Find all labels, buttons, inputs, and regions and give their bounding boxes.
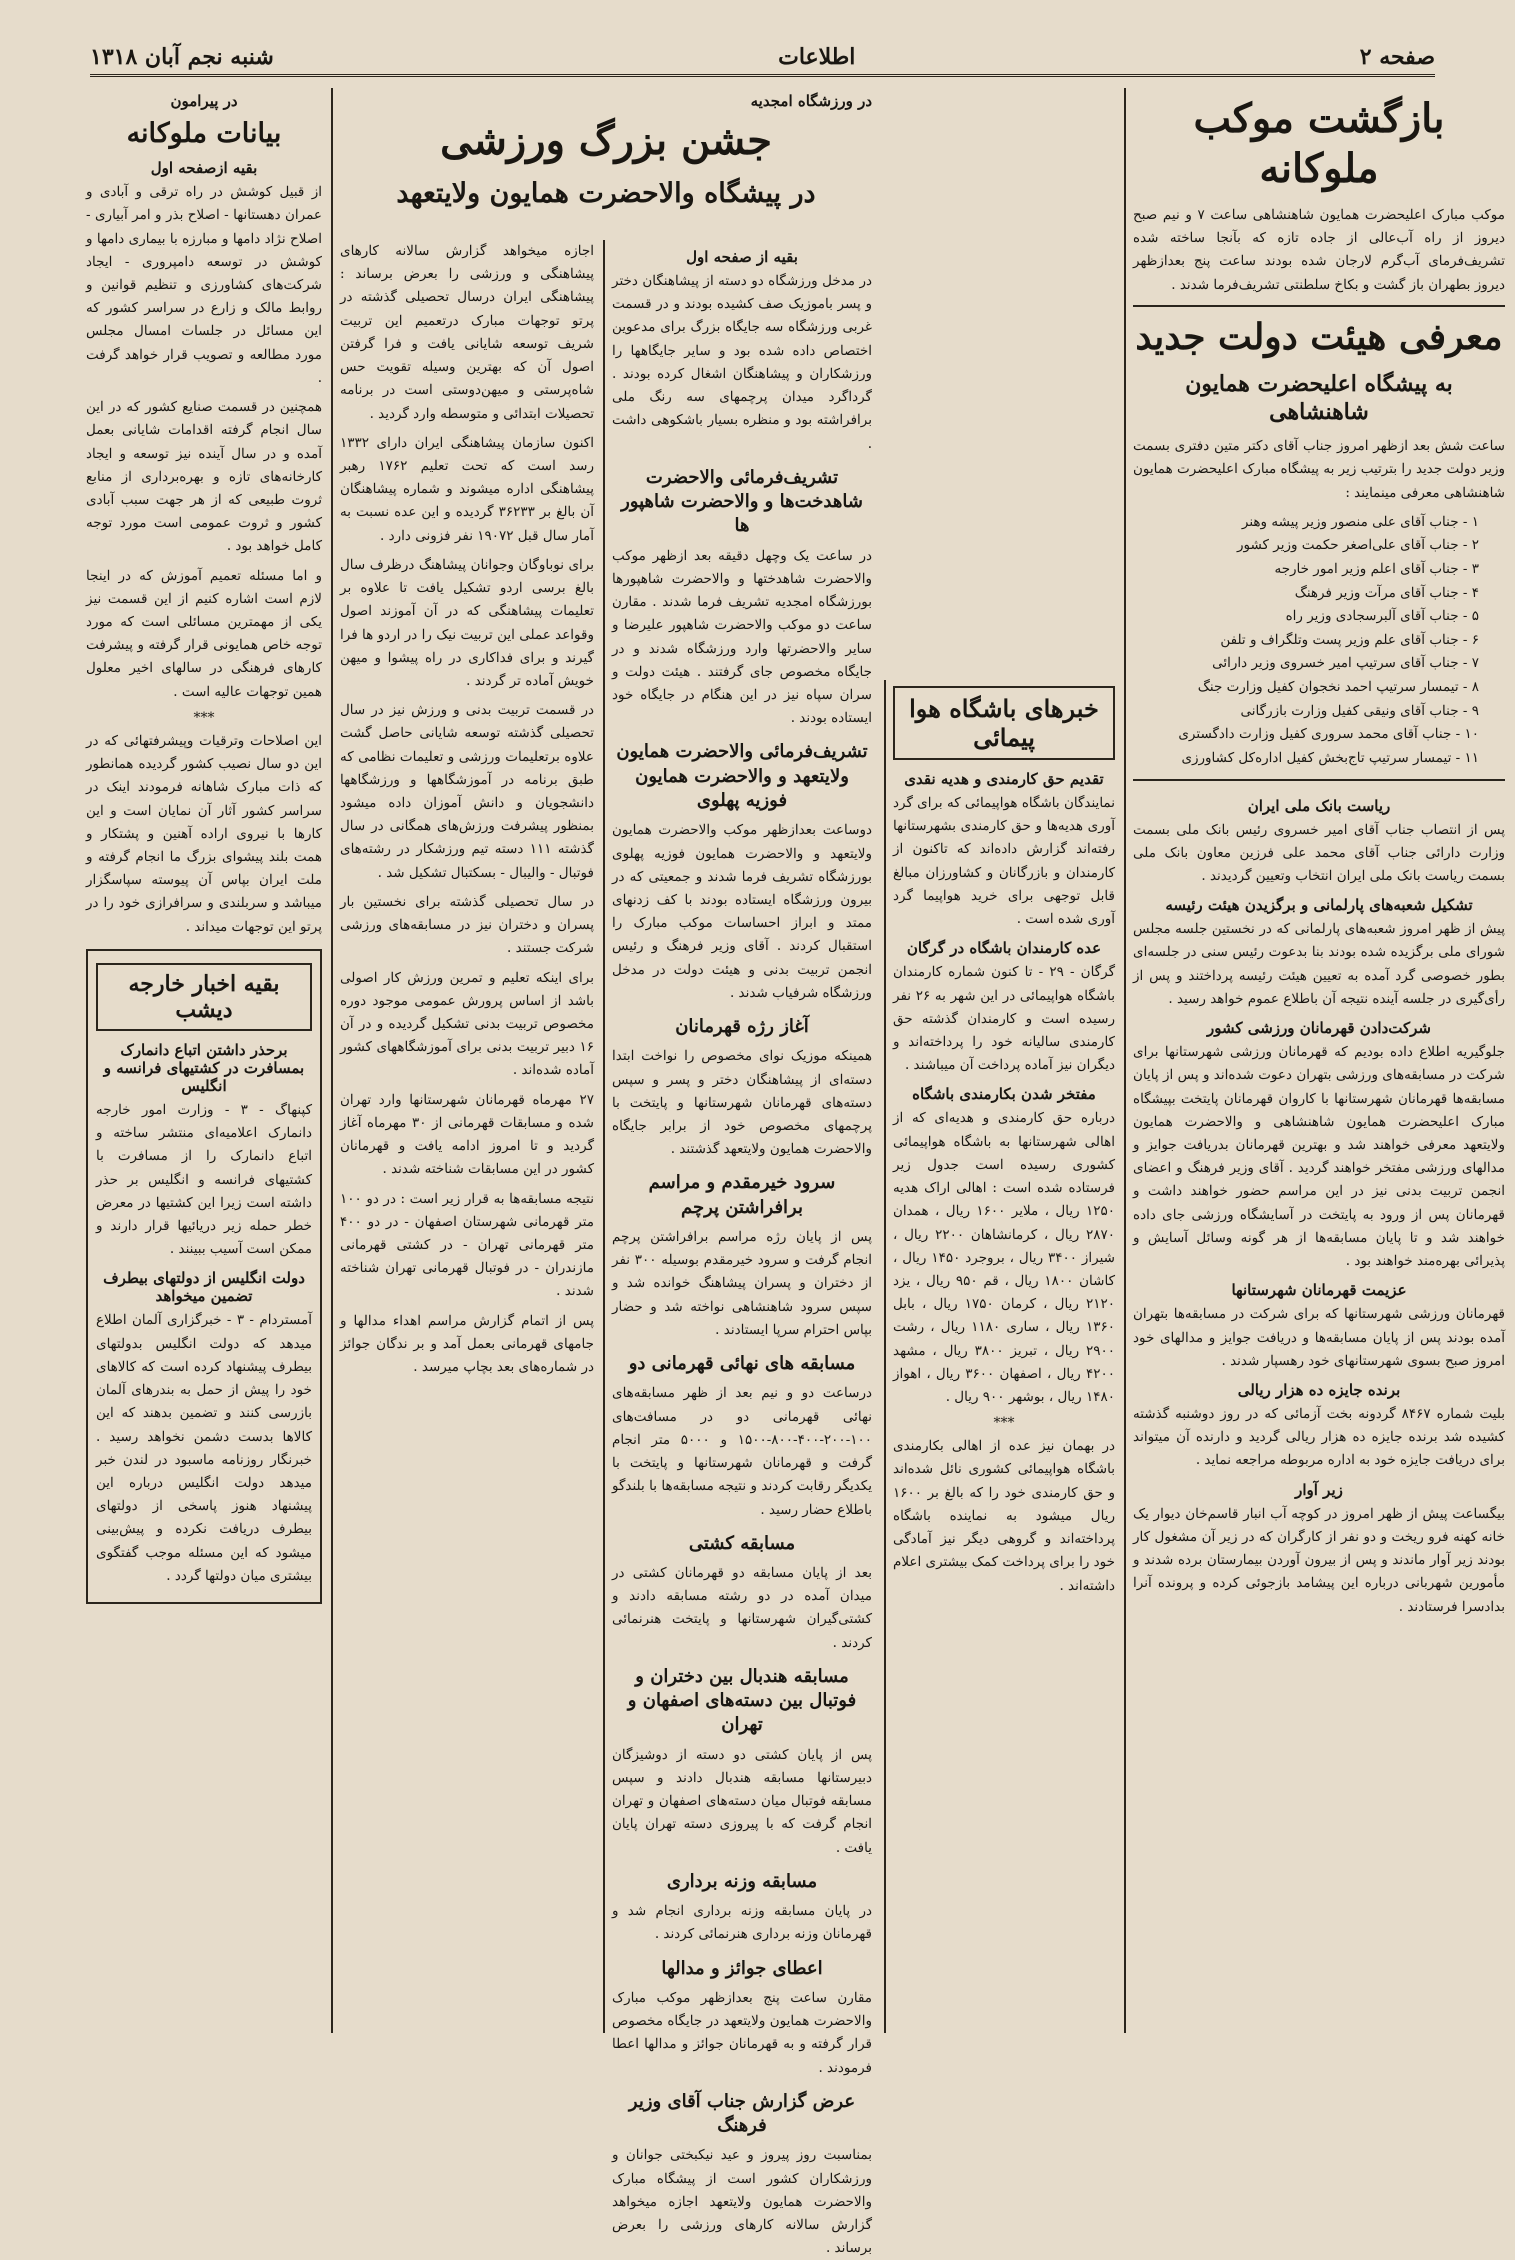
- article-speech-p2: همچنین در قسمت صنایع کشور که در این سال انجام گرفته اقدامات شایانی بعمل آمده و در سال آینده نیز توسعه و ایجاد کارخانه‌های تازه و بهره‌برداری از منابع ثروت طبیعی که از هر جهت سبب آبادی کشور و ثروت عمومی است مورد توجه کامل خواهد بود .: [86, 399, 322, 555]
- lower-split: [1133, 789, 1505, 1625]
- article-parade-start: همینکه موزیک نوای مخصوص را نواخت ابتدا دسته‌ای از پیشاهنگان دختر و پسر و سپس دسته‌های قهرمانان شهرستانها و پایتخت با پرچمهای مخصوص خود از برابر جایگاه والاحضرت همایون ولایتعهد گذشتند .: [612, 1048, 872, 1158]
- paper-name: اطلاعات: [778, 44, 856, 70]
- article-collapse: بیگساعت پیش از ظهر امروز در کوچه آب انبار قاسم‌خان دیوار یک خانه کهنه فرو ریخت و دو نفر از کارگران که در زیر آن مشغول کار بودند زیر آوار ماندند و پس از بیرون آوردن بیمارستان برده شدند و مأمورین شهربانی درباره این پیشامد بازجوئی کرده و پرونده آنرا بدادسرا فرستادند .: [1133, 1505, 1505, 1615]
- headline-air-club: خبرهای باشگاه هوا پیمائی: [893, 686, 1115, 760]
- masthead: [90, 40, 1435, 77]
- headline-awards: اعطای جوائز و مدالها: [661, 1957, 823, 1979]
- column-rule: [331, 88, 333, 2033]
- headline-handball-football: مسابقه هندبال بین دختران و فوتبال بین دسته‌های اصفهان و تهران: [627, 1665, 857, 1736]
- cabinet-member: ۶ - جناب آقای علم وزیر پست وتلگراف و تلفن: [1220, 631, 1479, 648]
- continued-label: بقیه ازصفحه اول: [150, 159, 258, 178]
- article-membership-gift: نمایندگان باشگاه هواپیمائی که برای گرد آوری هدیه‌ها و حق کارمندی بشهرستانها رفته‌اند گزارش داده‌اند که تاکنون از کارمندان و بازرگانان و کشاورزان مبالغ قابل توجهی برای خرید هواپیما گرد آوری شده است .: [892, 795, 1115, 928]
- divider: [1133, 779, 1505, 781]
- article-festival-p1: در مدخل ورزشگاه دو دسته از پیشاهنگان دختر و پسر باموزیک صف کشیده بودند و در قسمت غربی ورزشگاه سه جایگاه بزرگ برای مدعوین اختصاص داده شده بود و سایر جایگاهها را ورزشکاران و پیشاهنگان اشغال کرده بودند . گرداگرد میدان پرچمهای سه رنگ ملی برافراشته بود و منظره بسیار باشکوهی داشت .: [612, 273, 872, 452]
- column-air-club: [893, 680, 1115, 2035]
- article-handball-football: پس از پایان کشتی دو دسته از دوشیزگان دبیرستانها مسابقه هندبال دادند و سپس مسابقه فوتبال میان دسته‌های اصفهان و تهران انجام گرفت که با پیروزی دسته تهران پایان یافت .: [612, 1746, 872, 1856]
- separator-stars: ***: [193, 709, 215, 726]
- cabinet-member: ۴ - جناب آقای مرآت وزیر فرهنگ: [1294, 584, 1479, 601]
- article-report-p6: برای اینکه تعلیم و تمرین ورزش کار اصولی باشد از اساس پرورش عمومی موجود دوره مخصوص تربیت بدنی تشکیل گردیده و در آن ۱۶ دبیر تربیت بدنی برای آموزشگاههای کشور آماده شده‌اند .: [340, 969, 594, 1079]
- article-lottery-prize: بلیت شماره ۸۴۶۷ گردونه بخت آزمائی که در روز دوشنبه گذشته کشیده شد برنده جایزه ده هزار ریالی گردید و دارنده آن میتواند برای دریافت جایزه خود به اداره مربوطه مراجعه نماید .: [1133, 1405, 1505, 1469]
- article-report-p2: اکنون سازمان پیشاهنگی ایران دارای ۱۳۳۲ رسد است که تحت تعلیم ۱۷۶۲ رهبر پیشاهنگی اداره میشوند و شماره پیشاهنگان آن بالغ بر ۳۶۲۳۳ گردیده و این عده نسبت به آمار سال قبل ۱۹۰۷۲ نفر فزونی دارد .: [340, 434, 595, 544]
- column-festival-report-cont: [340, 240, 594, 2035]
- cabinet-member: ۱۱ - تیمسار سرتیپ تاج‌بخش کفیل اداره‌کل کشاورزی: [1181, 749, 1479, 766]
- headline-denmark-warning: برحذر داشتن اتباع دانمارک بمسافرت در کشتیهای فرانسه و انگلیس: [103, 1040, 305, 1095]
- page-number: صفحه ۲: [1359, 44, 1435, 70]
- article-report-p7: ۲۷ مهرماه قهرمانان شهرستانها وارد تهران شده و مسابقات قهرمانی از ۳۰ مهرماه آغاز گردید و تا امروز ادامه یافت و قهرمانان کشور در این مسابقات شناخته شدند .: [340, 1091, 594, 1178]
- article-champions-departure: قهرمانان ورزشی شهرستانها که برای شرکت در مسابقه‌ها بتهران آمده بودند پس از پایان مسابقه‌ها و دریافت جوایز و مدالهای خود امروز صبح بسوی شهرستانهای خود رهسپار شدند .: [1133, 1306, 1505, 1369]
- article-speech-p1: از قبیل کوشش در راه ترقی و آبادی و عمران دهستانها - اصلاح بذر و امر آبیاری - اصلاح نژاد دامها و مبارزه با بیماری دامها و کوشش در توسعه دامپروری - ایجاد شرکت‌های کشاورزی و تنظیم قوانین و روابط مالک و زارع در سراسر کشور که این مسائل در جلسات امسال مجلس مورد مطالعه و تصویب قرار خواهد گرفت .: [86, 184, 322, 386]
- subhead-sports-festival: در پیشگاه والاحضرت همایون ولایتعهد: [396, 178, 816, 209]
- headline-bank: ریاست بانک ملی ایران: [1247, 796, 1391, 815]
- column-return-and-cabinet: [1133, 88, 1505, 2035]
- divider: [1133, 305, 1505, 307]
- headline-collapse: زیر آوار: [1295, 1480, 1343, 1499]
- column-rule: [603, 240, 605, 2033]
- cabinet-member: ۱ - جناب آقای علی منصور وزیر پیشه وهنر: [1241, 513, 1479, 530]
- article-parliament: پیش از ظهر امروز شعبه‌های پارلمانی که در نخستین جلسه مجلس شورای ملی برگزیده شده بودند بنا بدعوت رئیس سنی در جلسه‌ای بطور خصوصی گرد آمده به تعیین هیئت رئیسه پرداختند و پس از رأی‌گیری در جلسه آینده نتیجه آن باطلاع عموم خواهد رسید .: [1133, 921, 1505, 1007]
- headline-sports-champions: شرکت‌دادن قهرمانان ورزشی کشور: [1207, 1019, 1431, 1038]
- headline-royal-speech: بیانات ملوکانه: [126, 118, 282, 149]
- article-report-p8: نتیجه مسابقه‌ها به قرار زیر است : در دو ۱۰۰ متر قهرمانی شهرستان اصفهان - در دو ۴۰۰ متر قهرمانی تهران - در کشتی قهرمانی مازندران - در فوتبال قهرمانی تهران شناخته شدند .: [340, 1190, 594, 1300]
- headline-honored-members: مفتخر شدن بکارمندی باشگاه: [912, 1085, 1096, 1104]
- headline-foreign-news: بقیه اخبار خارجه دیشب: [96, 963, 312, 1031]
- article-speech-p3: و اما مسئله تعمیم آموزش که در اینجا لازم است اشاره کنیم از این قسمت نیز یکی از مهمترین مسائلی است که مورد توجه خاص همایونی قرار گرفته و پیشرفت کارهای فرهنگی در سالهای اخیر معلول همین توجهات عالیه است .: [86, 567, 322, 700]
- headline-parade-start: آغاز رژه قهرمانان: [675, 1016, 809, 1038]
- article-report-p3: برای نوباوگان وجوانان پیشاهنگ درظرف سال بالغ برسی اردو تشکیل یافت تا علاوه بر تعلیمات پیشاهنگی که در آن آموزند اصول وقواعد عملی این تربیت نیک را در اردو ها فرا گیرند و برای فداکاری در راه پیشوا و میهن خویش آماده تر گردند .: [340, 556, 594, 689]
- headline-wrestling: مسابقه کشتی: [688, 1532, 796, 1554]
- column-rule: [884, 680, 886, 2033]
- headline-final-races: مسابقه های نهائی قهرمانی دو: [628, 1353, 856, 1375]
- kicker-regarding: در پیرامون: [170, 92, 238, 110]
- article-report-p9: پس از اتمام گزارش مراسم اهداء مدالها و جامهای قهرمانی بعمل آمد و بر ندگان جوائز در شماره‌های بعد بچاپ میرسد .: [340, 1312, 594, 1376]
- cabinet-member: ۵ - جناب آقای آلبرسجادی وزیر راه: [1285, 608, 1479, 625]
- sports-festival-header: [340, 88, 872, 238]
- article-sports-champions: جلوگیریه اطلاع داده بودیم که قهرمانان ورزشی شهرستانها برای شرکت در مسابقه‌های ورزشی بتهران دعوت شده‌اند و پس از پایان مسابقه‌ها قهرمانان شهرستانها با کاروان قهرمانان پایتخت بپیشگاه مبارک اعلیحضرت همایون شاهنشاهی و والاحضرت همایون ولایتعهد معرفی خواهند شد و بهترین قهرمانان بدریافت جوایز و مدالهای ورزشی مفتخر خواهند گردید . آقای وزیر فرهنگ و اعضای انجمن تربیت بدنی نیز در این مراسم حضور خواهند داشت و قهرمانان پس از ورود به پایتخت در آسایشگاه ورزشی جای داده خواهند شد و تا پایان مسابقه‌ها از هر گونه وسائل آسایش و پذیرائی بهره‌مند خواهند بود .: [1133, 1044, 1505, 1270]
- headline-weightlifting: مسابقه وزنه برداری: [666, 1870, 818, 1892]
- subhead-new-cabinet: به پیشگاه اعلیحضرت همایون شاهنشاهی: [1185, 370, 1453, 426]
- headline-crown-prince-arrival: تشریف‌فرمائی والاحضرت همایون ولایتعهد و والاحضرت همایون فوزیه پهلوی: [616, 741, 868, 811]
- article-bank: پس از انتصاب جناب آقای امیر خسروی رئیس بانک ملی بسمت وزارت دارائی جناب آقای محمد علی فرزین معاون بانک ملی بسمت ریاست بانک ملی ایران انتخاب وتعیین گردیدند .: [1133, 821, 1505, 885]
- headline-lottery-prize: برنده جایزه ده هزار ریالی: [1237, 1380, 1401, 1399]
- article-cabinet-intro: ساعت شش بعد ازظهر امروز جناب آقای دکتر متین دفتری بسمت وزیر دولت جدید را بترتیب زیر به پیشگاه مبارک اعلیحضرت همایون شاهنشاهی معرفی مینمایند :: [1133, 438, 1505, 501]
- cabinet-list: [1133, 511, 1505, 771]
- headline-parliament: تشکیل شعبه‌های پارلمانی و برگزیدن هیئت رئیسه: [1165, 896, 1473, 915]
- article-final-races: درساعت دو و نیم بعد از ظهر مسابقه‌های نهائی قهرمانی دو در مسافت‌های ۱۰۰-۲۰۰-۴۰۰-۸۰۰-۱۵۰۰ و ۵۰۰۰ متر انجام گرفت و قهرمانان شهرستانها و پایتخت با یکدیگر رقابت کردند و نتیجه مسابقه‌ها با بلندگو باطلاع حضار رسید .: [612, 1385, 873, 1518]
- article-crown-prince-arrival: دوساعت بعدازظهر موکب والاحضرت همایون ولایتعهد و والاحضرت همایون فوزیه پهلوی بورزشگاه تشریف فرما شدند و جمعیتی که در بیرون ورزشگاه ایستاده بودند با کف زدنهای ممتد و ابراز احساسات موکب مبارک را استقبال کردند . آقای وزیر فرهنگ و رئیس انجمن تربیت بدنی و هیئت دولت در مدخل ورزشگاه شرفیاب شدند .: [612, 822, 872, 1001]
- foreign-news-box: [86, 949, 322, 1604]
- headline-royal-return: بازگشت موکب ملوکانه: [1193, 95, 1445, 192]
- article-report-p5: در سال تحصیلی گذشته برای نخستین بار پسران و دختران نیز در مسابقه‌های ورزشی شرکت جستند .: [340, 893, 594, 957]
- article-awards: مقارن ساعت پنج بعدازظهر موکب مبارک والاحضرت همایون ولایتعهد در جایگاه مخصوص قرار گرفته و به قهرمانان جوائز و مدالها اعطا فرمودند .: [612, 1989, 872, 2076]
- headline-sports-festival: جشن بزرگ ورزشی: [440, 117, 772, 164]
- cabinet-member: ۳ - جناب آقای اعلم وزیر امور خارجه: [1274, 560, 1479, 577]
- article-report-p1: اجازه میخواهد گزارش سالانه کارهای پیشاهنگی و ورزشی را بعرض برساند : پیشاهنگی ایران درسال تحصیلی گذشته در پرتو توجهات مبارک درتعمیم این تربیت شریف توسعه شایانی یافت و فرا گرفتن اصول آن که بهترین وسیله تقویت حس شاه‌پرستی و میهن‌دوستی است در برنامه تحصیلات ابتدائی و متوسطه وارد گردید .: [340, 243, 594, 422]
- column-rule: [1124, 88, 1126, 2033]
- article-honored-members: درباره حق کارمندی و هدیه‌ای که از اهالی شهرستانها به باشگاه هواپیمائی کشوری رسیده است جدول زیر فرستاده شده است : اهالی اراک هدیه ۱۲۵۰ ریال ، ملایر ۱۶۰۰ ریال ، همدان ۲۸۷۰ ریال ، کرمانشاهان ۲۲۰۰ ریال ، شیراز ۳۴۰۰ ریال ، بروجرد ۱۴۵۰ ریال ، کاشان ۱۸۰۰ ریال ، قم ۹۵۰ ریال ، یزد ۲۱۲۰ ریال ، کرمان ۱۷۵۰ ریال ، بابل ۱۳۶۰ ریال ، ساری ۱۱۸۰ ریال ، رشت ۲۹۰۰ ریال ، تبریز ۳۸۰۰ ریال ، مشهد ۴۲۰۰ ریال ، اصفهان ۳۶۰۰ ریال ، اهواز ۱۴۸۰ ریال ، بوشهر ۹۰۰ ریال .: [893, 1110, 1116, 1406]
- cabinet-member: ۱۰ - جناب آقای محمد سروری کفیل وزارت دادگستری: [1178, 726, 1479, 743]
- headline-membership-gift: تقدیم حق کارمندی و هدیه نقدی: [904, 770, 1104, 788]
- article-speech-p4: این اصلاحات وترقیات وپیشرفتهائی که در این دو سال نصیب کشور گردیده همانطور که ذات مبارک شاهانه فرمودند اینک در سراسر کشور آثار آن نمایان است و این کارها با نیروی اراده آهنین و پشتکار و همت بلند پیشوای بزرگ ما انجام گرفته و ملت ایران بپاس آن پیوسته سپاسگزار میباشد و سربلندی و سرافرازی خود را در پرتو این توجهات میداند .: [86, 732, 322, 935]
- article-gorgan-members: گرگان - ۲۹ - تا کنون شماره کارمندان باشگاه هواپیمائی در این شهر به ۲۶ نفر رسیده است و کارمندان گذشته حق کارمندی سالیانه خود را پرداخته‌اند و دیگران نیز آماده پرداخت آن میباشند .: [893, 964, 1116, 1074]
- article-denmark-warning: کپنهاگ - ۳ - وزارت امور خارجه دانمارک اعلامیه‌ای منتشر ساخته و اتباع دانمارک را از مسافرت با کشتیهای فرانسه و انگلیس بر حذر داشته است زیرا این کشتیها در معرض خطر حمله زیر دریائیها قرار دارند و ممکن است آسیب ببینند .: [96, 1101, 312, 1258]
- article-britain-guarantee: آمستردام - ۳ - خبرگزاری آلمان اطلاع میدهد که دولت انگلیس بدولتهای بیطرف پیشنهاد کرده است که کالاهای خود را پیش از حمل به بندرهای آلمان بازرسی کنند و تضمین بدهند که این کالاها بدست دشمن نخواهد رسید . خبرنگار روزنامه ماسبود در لندن خبر میدهد دولت انگلیس درباره این پیشنهاد هنوز پاسخی از دولتهای بیطرف دریافت نکرده و پیش‌بینی میشود که این مسئله موجب گفتگوی بیشتری میان دولتها گردد .: [96, 1312, 313, 1584]
- column-misc-news: [1133, 789, 1505, 1625]
- headline-princes-arrival: تشریف‌فرمائی والاحضرت شاهدخت‌ها و والاحضرت شاهپور ها: [621, 466, 863, 537]
- cabinet-member: ۷ - جناب آقای سرتیپ امیر خسروی وزیر دارائی: [1212, 655, 1479, 672]
- cabinet-member: ۲ - جناب آقای علی‌اصغر حکمت وزیر کشور: [1236, 537, 1479, 554]
- kicker-amjadieh: در ورزشگاه امجدیه: [750, 92, 872, 110]
- headline-new-cabinet: معرفی هیئت دولت جدید: [1135, 315, 1503, 358]
- column-festival-report: [612, 240, 873, 2257]
- column-royal-speech: [86, 88, 322, 2035]
- headline-welcome-anthem: سرود خیرمقدم و مراسم برافراشتن پرچم: [648, 1172, 836, 1218]
- headline-gorgan-members: عده کارمندان باشگاه در گرگان: [906, 939, 1102, 958]
- article-royal-return: موکب مبارک اعلیحضرت همایون شاهنشاهی ساعت ۷ و نیم صبح دیروز از راه آب‌عالی از جاده تازه که بآنجا ساخته شده تشریف‌فرمای آب‌گرم لارجان شده بودند ساعت پنج بعدازظهر دیروز بطهران باز گشت و بکاخ سلطنتی تشریف‌فرما شدند .: [1133, 207, 1505, 293]
- article-welcome-anthem: پس از پایان رژه مراسم برافراشتن پرچم انجام گرفت و سرود خیرمقدم بوسیله ۳۰۰ نفر از دختران و پسران پیشاهنگ خوانده شد و سپس سرود شاهنشاهی نواخته شد و حضار بپاس احترام سرپا ایستادند .: [612, 1229, 873, 1338]
- article-princes-arrival: در ساعت یک وچهل دقیقه بعد ازظهر موکب والاحضرت شاهدختها و والاحضرت شاهپورها بورزشگاه امجدیه تشریف فرما شدند . مقارن ساعت دو موکب والاحضرت شاهپور علیرضا و سایر والاحضرتها وارد ورزشگاه شدند و در جایگاه مخصوص جای گرفتند . هیئت دولت و سران سپاه نیز در این هنگام در جایگاه خود ایستاده بودند .: [612, 547, 872, 727]
- article-weightlifting: در پایان مسابقه وزنه برداری انجام شد و قهرمانان وزنه برداری هنرنمائی کردند .: [612, 1903, 872, 1943]
- issue-date: شنبه نجم آبان ۱۳۱۸: [90, 44, 274, 70]
- headline-champions-departure: عزیمت قهرمانان شهرستانها: [1231, 1281, 1407, 1300]
- article-air-club-more: در بهمان نیز عده از اهالی بکارمندی باشگاه هواپیمائی کشوری نائل شده‌اند و حق کارمندی خود را که بالغ بر ۱۶۰۰ ریال میشود به نماینده باشگاه پرداخته‌اند و گروهی دیگر نیز آمادگی خود را برای پرداخت کمک بیشتری اعلام داشته‌اند .: [893, 1438, 1115, 1594]
- article-minister-report: بمناسبت روز پیروز و عید نیکبختی جوانان و ورزشکاران کشور است از پیشگاه مبارک والاحضرت همایون ولایتعهد اجازه میخواهد گزارش سالانه کارهای ورزشی را بعرض برساند .: [612, 2147, 872, 2257]
- continued-label: بقیه از صفحه اول: [686, 248, 798, 266]
- headline-minister-report: عرض گزارش جناب آقای وزیر فرهنگ: [628, 2090, 856, 2137]
- cabinet-member: ۹ - جناب آقای ونیقی کفیل وزارت بازرگانی: [1240, 702, 1479, 719]
- headline-britain-guarantee: دولت انگلیس از دولتهای بیطرف تضمین میخواهد: [103, 1269, 305, 1306]
- cabinet-member: ۸ - تیمسار سرتیپ احمد نخجوان کفیل وزارت جنگ: [1197, 679, 1479, 696]
- article-wrestling: بعد از پایان مسابقه دو قهرمانان کشتی در میدان آمده در دو رشته مسابقه دادند و کشتی‌گیران شهرستانها و پایتخت هنرنمائی کردند .: [612, 1565, 872, 1651]
- separator-stars: ***: [993, 1415, 1015, 1432]
- article-report-p4: در قسمت تربیت بدنی و ورزش نیز در سال تحصیلی گذشته توسعه شایانی حاصل گشت علاوه برتعلیمات ورزشی و تعلیمات نظامی که طبق برنامه در آموزشگاهها و ورزشگاهها دانشجویان و دانش آموزان داده میشود بمنظور پیشرفت ورزش‌های همگانی در سال گذشته ۱۱۱ دسته تیم ورزشکار در رشته‌های فوتبال - والیبال - بسکتبال تشکیل شد .: [340, 702, 594, 881]
